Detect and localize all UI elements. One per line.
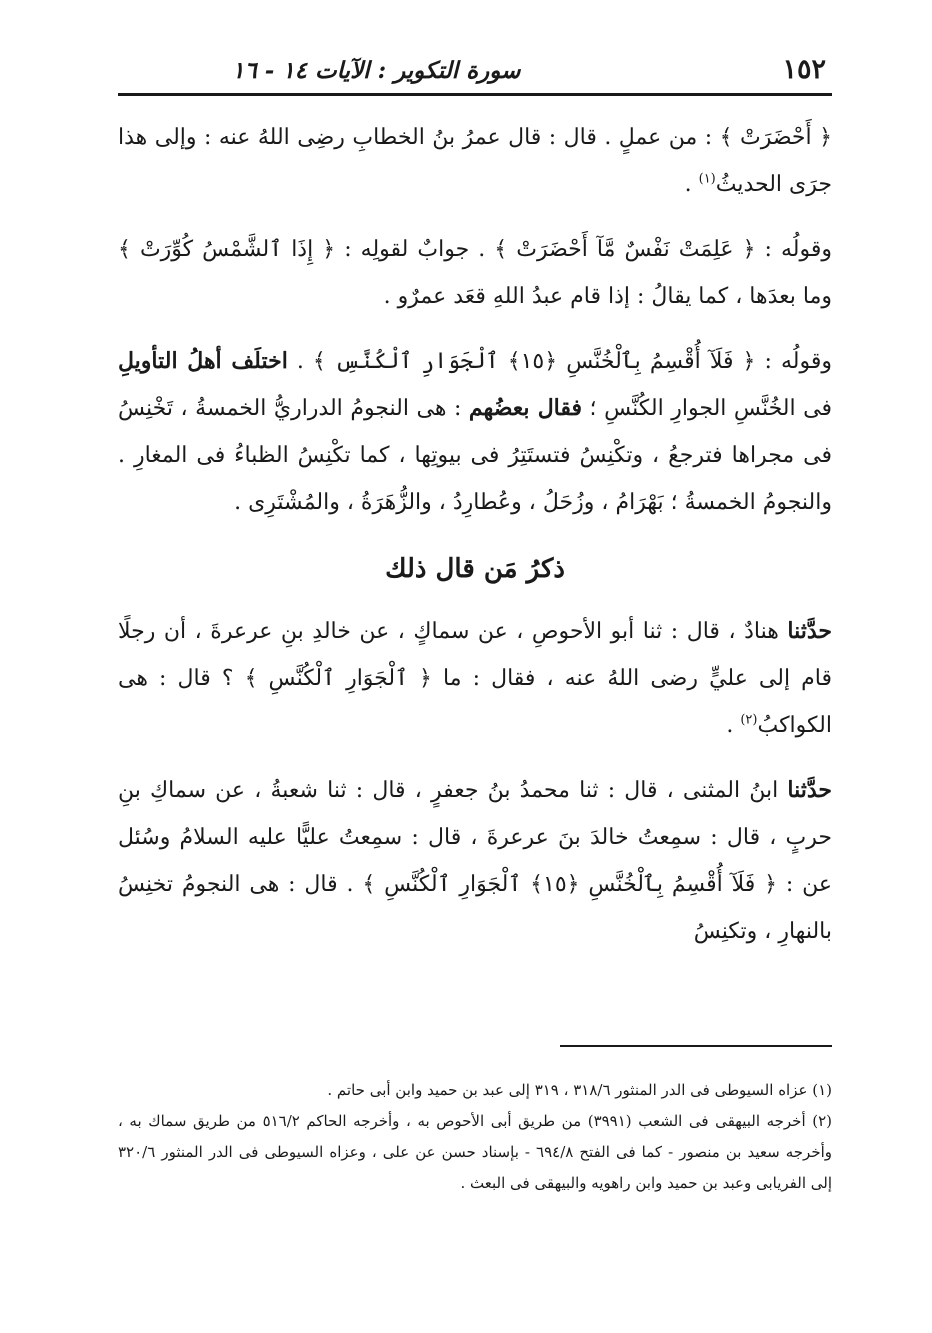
paragraph-3-bold-a: اختلَف أهلُ التأويلِ	[118, 348, 288, 374]
paragraph-4	[118, 608, 832, 749]
footnote-ref-1[interactable]: (١)	[698, 171, 716, 187]
running-title: سورة التكوير : الآيات ١٤ - ١٦	[232, 57, 521, 84]
footnote-2: (٢) أخرجه البيهقى فى الشعب (٣٩٩١) من طريق أبى الأحوص به ، وأخرجه الحاكم ٥١٦/٢ من طريق سماك به ، وأخرجه سعيد بن منصور - كما فى الفتح ٦٩٤/٨ - بإسناد حسن عن على ، وعزاه السيوطى فى الدر المنثور ٣٢٠/٦ إلى الفريابى وعبد بن حميد وابن راهويه والبيهقى فى البعث .	[118, 1112, 833, 1192]
paragraph-3-text-c: : هى النجومُ الدراريُّ الخمسةُ ، تَخْنِسُ فى مجراها فترجعُ ، وتكْنِسُ فتستَتِرُ فى بيوتِها ، كما تكْنِسُ الظباءُ فى المغارِ . والنجومُ الخمسةُ ؛ بَهْرَامُ ، وزُحَلُ ، وعُطارِدُ ، والزُّهَرَةُ ، والمُشْتَرِى .	[118, 396, 832, 515]
page-header	[118, 40, 832, 96]
paragraph-2: وقولُه : ﴿ عَلِمَتْ نَفْسٌ مَّآ أَحْضَرَتْ ﴾ . جوابٌ لقولِه : ﴿ إِذَا ٱلشَّمْسُ كُوِّرَتْ ﴾ وما بعدَها ، كما يقالُ : إذا قام عبدُ اللهِ قعَد عمرٌو .	[118, 237, 832, 309]
paragraph-5-text: ابنُ المثنى ، قال : ثنا محمدُ بنُ جعفرٍ ، قال : ثنا شعبةُ ، عن سماكِ بنِ حربٍ ، قال : سمِعتُ خالدَ بنَ عرعرةَ ، قال : سمِعتُ عليًّا عليه السلامُ وسُئل عن : ﴿ فَلَآ أُقْسِمُ بِٱلْخُنَّسِ ﴿١٥﴾ ٱلْجَوَارِ ٱلْكُنَّسِ ﴾ . قال : هى النجومُ تخنِسُ بالنهارِ ، وتكنِسُ	[118, 778, 833, 944]
footnote-ref-2[interactable]: (٢)	[740, 712, 758, 728]
footnotes	[118, 1075, 832, 1199]
footnote-1: (١) عزاه السيوطى فى الدر المنثور ٣١٨/٦ ، ٣١٩ إلى عبد بن حميد وابن أبى حاتم .	[327, 1081, 832, 1099]
page	[118, 40, 832, 973]
paragraph-1-text: ﴿ أَحْضَرَتْ ﴾ : من عملٍ . قال : قال عمرُ بنُ الخطابِ رضِى اللهُ عنه : وإلى هذا جرَى الحديثُ	[118, 125, 832, 197]
paragraph-3-text-a: وقولُه : ﴿ فَلَآ أُقْسِمُ بِٱلْخُنَّسِ ﴿١٥﴾ ٱلْجَوَارِ ٱلْكُنَّسِ ﴾ .	[287, 349, 832, 374]
paragraph-1-end: .	[684, 172, 699, 197]
paragraph-5	[118, 767, 832, 955]
paragraph-5-lead: حدَّثنا	[787, 777, 832, 803]
page-number: ١٥٢	[782, 54, 826, 85]
paragraph-1	[118, 114, 832, 208]
paragraph-4-text: هنادٌ ، قال : ثنا أبو الأحوصِ ، عن سماكٍ ، عن خالدِ بنِ عرعرةَ ، أن رجلًا قام إلى عليٍّ رضى اللهُ عنه ، فقال : ما ﴿ ٱلْجَوَارِ ٱلْكُنَّسِ ﴾ ؟ قال : هى الكواكبُ	[118, 619, 832, 738]
main-text	[118, 114, 832, 955]
section-heading: ذكرُ مَن قال ذلك	[385, 554, 565, 584]
paragraph-3-bold-b: فقال بعضُهم	[468, 395, 583, 421]
paragraph-3-text-b: فى الخُنَّسِ الجوارِ الكُنَّسِ ؛	[582, 396, 832, 421]
paragraph-4-lead: حدَّثنا	[787, 618, 832, 644]
footnote-divider	[560, 1045, 832, 1047]
paragraph-3	[118, 338, 832, 526]
paragraph-4-end: .	[726, 713, 741, 738]
